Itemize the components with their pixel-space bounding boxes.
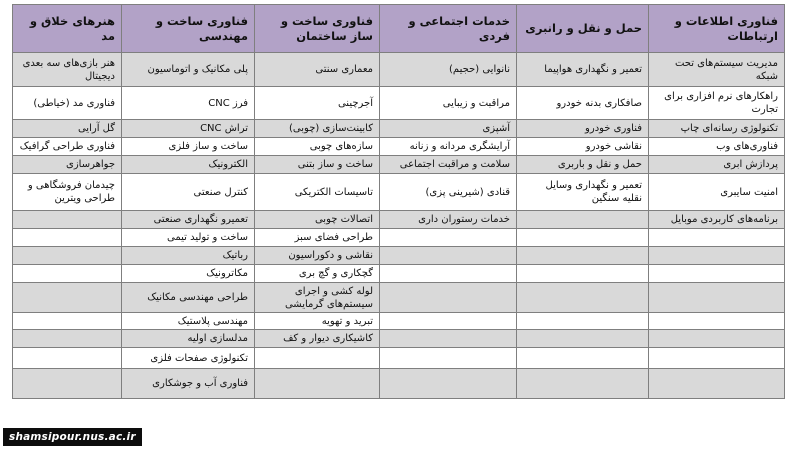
table-cell: صافکاری بدنه خودرو [517, 87, 649, 120]
table-cell: هنر بازی‌های سه بعدی دیجیتال [13, 53, 122, 87]
column-header: خدمات اجتماعی و فردی [380, 5, 517, 53]
table-row [13, 138, 785, 156]
table-cell: نقاشی خودرو [517, 138, 649, 156]
table-row [13, 348, 785, 369]
table-cell: مدلسازی اولیه [122, 330, 255, 348]
table-cell: نقاشی و دکوراسیون [255, 247, 380, 265]
table-row [13, 283, 785, 313]
table-row [13, 120, 785, 138]
table-cell [13, 211, 122, 229]
table-cell [517, 283, 649, 313]
table-cell: اتصالات چوبی [255, 211, 380, 229]
table-row [13, 53, 785, 87]
table-cell [13, 369, 122, 399]
table-cell [380, 313, 517, 330]
header-row [13, 5, 785, 53]
table-cell [649, 369, 785, 399]
table-row [13, 211, 785, 229]
table-cell: فناوری آب و جوشکاری [122, 369, 255, 399]
table-cell [517, 211, 649, 229]
table-cell: چیدمان فروشگاهی و طراحی ویترین [13, 174, 122, 211]
table-cell: الکترونیک [122, 156, 255, 174]
table-cell: گل آرایی [13, 120, 122, 138]
table-cell: رباتیک [122, 247, 255, 265]
table-cell: تراش CNC [122, 120, 255, 138]
table-cell: کنترل صنعتی [122, 174, 255, 211]
table-cell: پلی مکانیک و اتوماسیون [122, 53, 255, 87]
table-row [13, 229, 785, 247]
table-cell [517, 265, 649, 283]
table-cell [649, 283, 785, 313]
skills-table [12, 4, 785, 399]
table-cell: تعمیر و نگهداری هواپیما [517, 53, 649, 87]
table-cell: ساخت و ساز فلزی [122, 138, 255, 156]
table-cell: نانوایی (حجیم) [380, 53, 517, 87]
table-cell: ساخت و تولید تیمی [122, 229, 255, 247]
table-cell: گچکاری و گچ بری [255, 265, 380, 283]
table-cell: لوله کشی و اجرای سیستم‌های گرمایشی [255, 283, 380, 313]
table-cell: مراقبت و زیبایی [380, 87, 517, 120]
table-cell: طراحی مهندسی مکانیک [122, 283, 255, 313]
table-cell [13, 265, 122, 283]
skills-table-container [12, 4, 784, 399]
table-cell: برنامه‌های کاربردی موبایل [649, 211, 785, 229]
column-header: حمل و نقل و رانبری [517, 5, 649, 53]
table-cell: طراحی فضای سبز [255, 229, 380, 247]
table-cell [13, 313, 122, 330]
table-cell: تکنولوژی رسانه‌ای چاپ [649, 120, 785, 138]
table-cell: پردازش ابری [649, 156, 785, 174]
table-cell [13, 283, 122, 313]
table-cell: تکنولوژی صفحات فلزی [122, 348, 255, 369]
table-cell [517, 313, 649, 330]
table-cell [255, 369, 380, 399]
table-cell [517, 247, 649, 265]
table-cell: راهکارهای نرم افزاری برای تجارت [649, 87, 785, 120]
table-cell: کابینت‌سازی (چوبی) [255, 120, 380, 138]
table-cell: حمل و نقل و باربری [517, 156, 649, 174]
table-row [13, 87, 785, 120]
table-cell [255, 348, 380, 369]
table-cell: فناوری مد (خیاطی) [13, 87, 122, 120]
table-cell [13, 330, 122, 348]
table-cell [380, 348, 517, 369]
table-row [13, 369, 785, 399]
table-cell: آرایشگری مردانه و زنانه [380, 138, 517, 156]
table-cell [649, 247, 785, 265]
table-cell [649, 348, 785, 369]
table-cell: ساخت و ساز بتنی [255, 156, 380, 174]
table-row [13, 330, 785, 348]
table-cell [380, 247, 517, 265]
table-cell [517, 330, 649, 348]
table-cell: فناوری طراحی گرافیک [13, 138, 122, 156]
table-cell [517, 348, 649, 369]
table-cell [13, 247, 122, 265]
table-cell: جواهرسازی [13, 156, 122, 174]
table-cell: تعمیرو نگهداری صنعتی [122, 211, 255, 229]
table-cell [380, 369, 517, 399]
table-cell [649, 229, 785, 247]
column-header: فناوری ساخت و ساز ساختمان [255, 5, 380, 53]
column-header: فناوری ساخت و مهندسی [122, 5, 255, 53]
table-cell: مهندسی پلاستیک [122, 313, 255, 330]
table-cell: آشپزی [380, 120, 517, 138]
table-body [13, 53, 785, 399]
table-cell: سلامت و مراقبت اجتماعی [380, 156, 517, 174]
table-cell: قنادی (شیرینی پزی) [380, 174, 517, 211]
table-cell [380, 265, 517, 283]
table-cell: تبرید و تهویه [255, 313, 380, 330]
table-row [13, 265, 785, 283]
table-cell: خدمات رستوران داری [380, 211, 517, 229]
table-cell: تعمیر و نگهداری وسایل نقلیه سنگین [517, 174, 649, 211]
table-cell: مکاترونیک [122, 265, 255, 283]
table-cell: کاشیکاری دیوار و کف [255, 330, 380, 348]
column-header: فناوری اطلاعات و ارتباطات [649, 5, 785, 53]
table-cell [649, 313, 785, 330]
column-header: هنرهای خلاق و مد [13, 5, 122, 53]
table-cell: سازه‌های چوبی [255, 138, 380, 156]
table-row [13, 247, 785, 265]
table-cell [13, 229, 122, 247]
table-cell: فرز CNC [122, 87, 255, 120]
table-cell [380, 229, 517, 247]
table-cell: فناوری خودرو [517, 120, 649, 138]
table-cell [517, 369, 649, 399]
table-row [13, 313, 785, 330]
table-cell [380, 283, 517, 313]
table-cell: امنیت سایبری [649, 174, 785, 211]
table-cell: تاسیسات الکتریکی [255, 174, 380, 211]
table-cell [649, 330, 785, 348]
site-watermark: shamsipour.nus.ac.ir [3, 428, 142, 446]
table-row [13, 156, 785, 174]
table-cell: مدیریت سیستم‌های تحت شبکه [649, 53, 785, 87]
table-cell [380, 330, 517, 348]
table-cell: معماری سنتی [255, 53, 380, 87]
table-cell: آجرچینی [255, 87, 380, 120]
table-cell: فناوری‌های وب [649, 138, 785, 156]
table-row [13, 174, 785, 211]
table-cell [517, 229, 649, 247]
table-cell [13, 348, 122, 369]
table-cell [649, 265, 785, 283]
